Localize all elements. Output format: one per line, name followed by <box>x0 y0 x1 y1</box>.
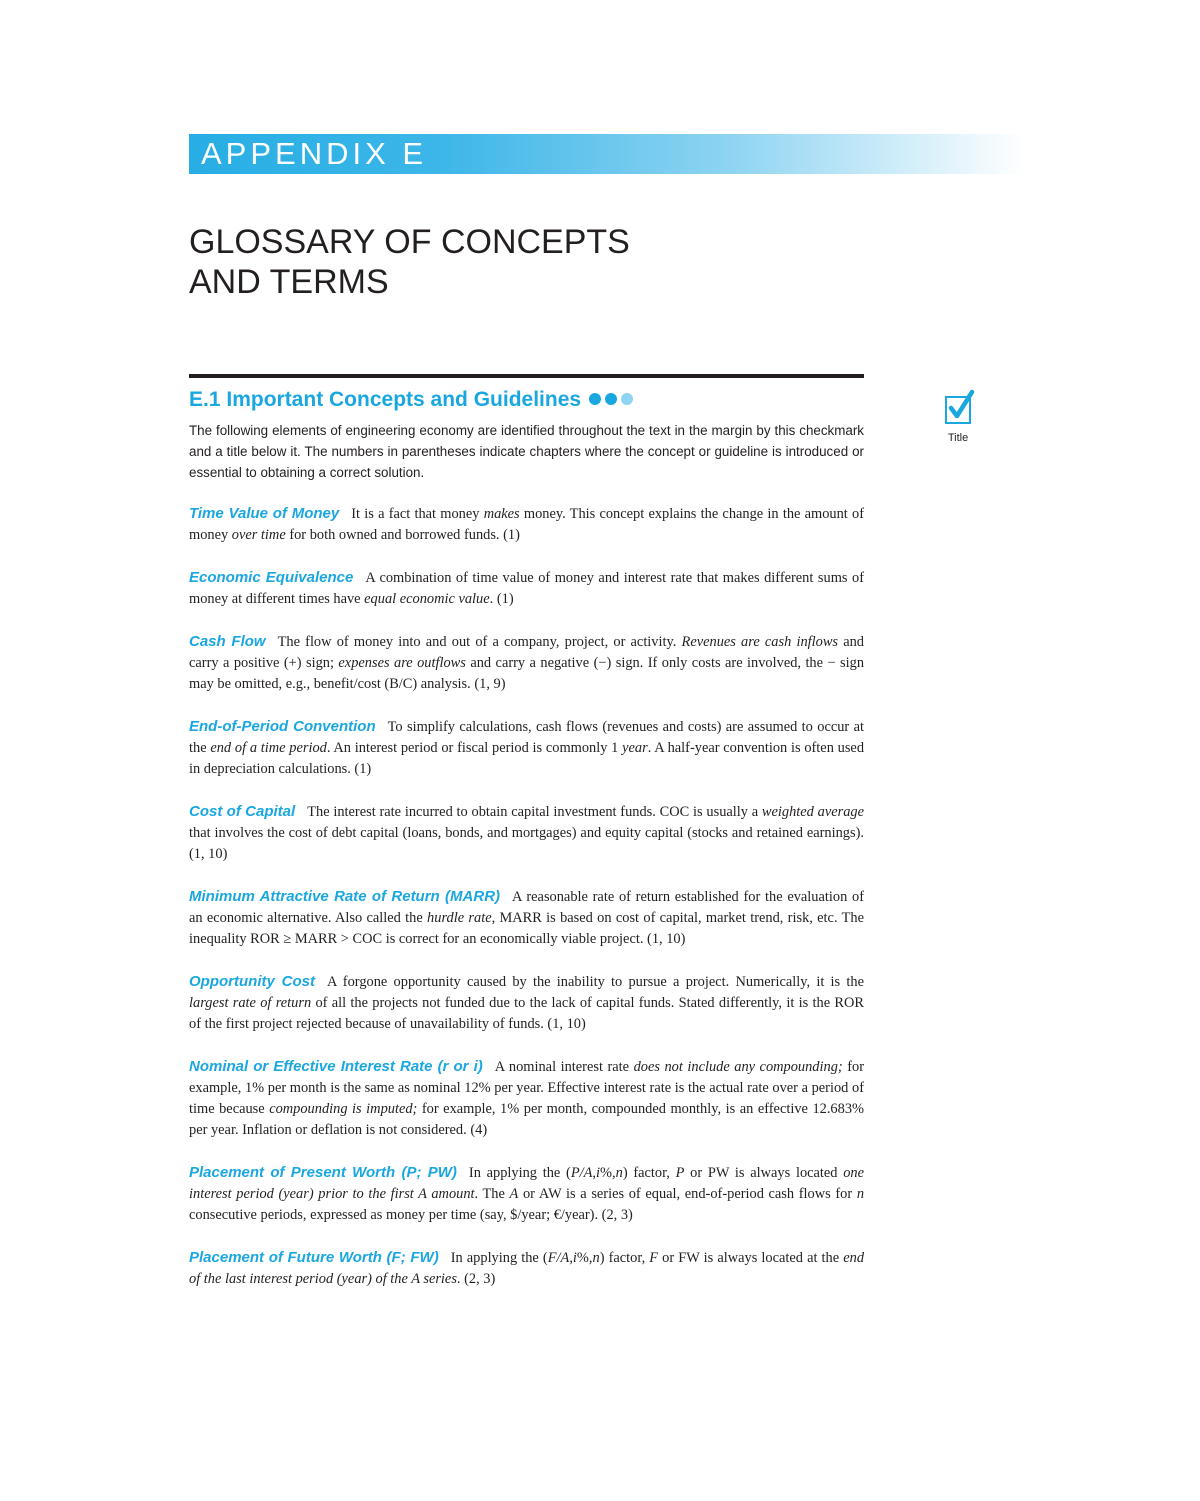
glossary-entry <box>189 886 864 950</box>
glossary-term: Minimum Attractive Rate of Return (MARR) <box>189 888 501 905</box>
glossary-term: Placement of Future Worth (F; FW) <box>189 1249 439 1266</box>
definition-text: and carry a negative (−) sign. If only costs are involved, the − sign may be omitted, e.g., benefit/cost (B/C) analysis. (1, 9) <box>189 655 865 692</box>
definition-emphasis: over time <box>231 527 286 543</box>
definition-text: consecutive periods, expressed as money per time (say, $/year; €/year). (2, 3) <box>189 1207 633 1223</box>
definition-text: for example, 1% per month, compounded monthly, is an effective 12.683% per year. Inflation or deflation is not considered. (4) <box>189 1101 865 1138</box>
glossary-entry <box>189 716 864 780</box>
definition-text: A reasonable rate of return established for the evaluation of an economic alternative. Also called the <box>189 889 864 926</box>
glossary-term: Cash Flow <box>189 633 266 650</box>
section-intro: The following elements of engineering economy are identified throughout the text in the margin by this checkmark and a title below it. The numbers in parentheses indicate chapters where the concept or guideline is introduced or essential to obtaining a correct solution. <box>189 423 864 480</box>
section-divider <box>189 374 864 378</box>
definition-emphasis: largest rate of return <box>189 995 312 1011</box>
definition-emphasis: hurdle rate <box>427 910 492 926</box>
definition-emphasis: n <box>615 1165 623 1181</box>
glossary-term: Cost of Capital <box>189 803 296 820</box>
definition-text: A combination of time value of money and interest rate that makes different sums of money at different times have <box>189 570 865 607</box>
glossary-term: Economic Equivalence <box>189 569 354 586</box>
definition-emphasis: Revenues are cash inflows <box>681 634 839 650</box>
section-heading-text: E.1 Important Concepts and Guidelines <box>189 388 582 411</box>
glossary-content <box>189 420 864 1311</box>
definition-emphasis: i <box>572 1250 577 1266</box>
glossary-term: Nominal or Effective Interest Rate (r or i) <box>189 1058 483 1075</box>
page-title <box>189 222 630 302</box>
definition-text: . A half-year convention is often used in depreciation calculations. (1) <box>189 740 865 777</box>
definition-text: . The <box>474 1186 510 1202</box>
heading-dot-icon <box>589 393 601 405</box>
definition-text: and carry a positive (+) sign; <box>189 634 864 671</box>
definition-text: . (2, 3) <box>456 1271 496 1287</box>
definition-text: money. This concept explains the change in the amount of money <box>189 506 864 543</box>
definition-emphasis: does not include any compounding; <box>633 1059 843 1075</box>
glossary-term: End-of-Period Convention <box>189 718 376 735</box>
glossary-entry <box>189 503 864 546</box>
definition-text: ) factor, <box>599 1250 650 1266</box>
definition-text: that involves the cost of debt capital (loans, bonds, and mortgages) and equity capital (stocks and retained earnings). (1, 10) <box>189 825 864 862</box>
margin-label: Title <box>947 432 969 444</box>
definition-emphasis: F/A <box>547 1250 570 1266</box>
definition-emphasis: n <box>856 1186 865 1202</box>
glossary-entry <box>189 1056 864 1141</box>
glossary-entry <box>189 801 864 865</box>
definition-text: A forgone opportunity caused by the inability to pursue a project. Numerically, it is the <box>326 974 864 990</box>
definition-text: It is a fact that money <box>351 506 484 522</box>
margin-note <box>940 396 976 444</box>
glossary-entry <box>189 1162 864 1226</box>
definition-text: . An interest period or fiscal period is commonly 1 <box>326 740 623 756</box>
glossary-entry <box>189 1247 864 1290</box>
glossary-term: Opportunity Cost <box>189 973 315 990</box>
definition-text: , <box>592 1165 597 1181</box>
definition-emphasis: P/A <box>570 1165 593 1181</box>
section-heading <box>189 385 633 415</box>
definition-emphasis: A <box>509 1186 519 1202</box>
definition-text: or FW is always located at the <box>658 1250 844 1266</box>
appendix-label: APPENDIX E <box>201 136 428 171</box>
definition-emphasis: end of a time period <box>210 740 327 756</box>
glossary-term: Placement of Present Worth (P; PW) <box>189 1164 457 1181</box>
heading-dot-icon <box>605 393 617 405</box>
definition-emphasis: expenses are outflows <box>338 655 466 671</box>
heading-dot-icon <box>621 393 633 405</box>
definition-text: or PW is always located <box>684 1165 844 1181</box>
glossary-entry <box>189 971 864 1035</box>
definition-emphasis: compounding is imputed; <box>269 1101 418 1117</box>
definition-text: %, <box>600 1165 616 1181</box>
glossary-entries <box>189 503 864 1290</box>
definition-emphasis: makes <box>483 506 520 522</box>
definition-text: ) factor, <box>622 1165 676 1181</box>
definition-emphasis: F <box>649 1250 659 1266</box>
appendix-banner <box>189 134 1025 174</box>
title-line-1: GLOSSARY OF CONCEPTS <box>189 223 630 261</box>
glossary-entry <box>189 631 864 695</box>
glossary-term: Time Value of Money <box>189 505 340 522</box>
checkbox-check-icon <box>945 396 971 424</box>
definition-text: The interest rate incurred to obtain capital investment funds. COC is usually a <box>307 804 762 820</box>
glossary-entry <box>189 567 864 610</box>
definition-emphasis: P <box>675 1165 685 1181</box>
definition-emphasis: end of the last interest period (year) of the A series <box>189 1250 865 1287</box>
definition-text: for both owned and borrowed funds. (1) <box>285 527 520 543</box>
title-line-2: AND TERMS <box>189 263 389 301</box>
definition-text: for example, 1% per month is the same as nominal 12% per year. Effective interest rate is the actual rate over a period of time because <box>189 1059 864 1117</box>
definition-text: The flow of money into and out of a company, project, or activity. <box>277 634 682 650</box>
definition-text: A nominal interest rate <box>494 1059 634 1075</box>
definition-text: . (1) <box>489 591 514 607</box>
definition-emphasis: n <box>592 1250 600 1266</box>
definition-emphasis: year <box>622 740 648 756</box>
definition-text: , <box>569 1250 573 1266</box>
definition-emphasis: weighted average <box>761 804 864 820</box>
definition-text: , MARR is based on cost of capital, market trend, risk, etc. The inequality ROR ≥ MARR > COC is correct for an economically viable project. (1, 10) <box>189 910 864 947</box>
definition-text: In applying the ( <box>450 1250 548 1266</box>
definition-text: In applying the ( <box>468 1165 571 1181</box>
definition-text: To simplify calculations, cash flows (revenues and costs) are assumed to occur at the <box>189 719 864 756</box>
definition-emphasis: equal economic value <box>364 591 490 607</box>
definition-text: of all the projects not funded due to the lack of capital funds. Stated differently, it is the ROR of the first project rejected because of unavailability of funds. (1, 10) <box>189 995 864 1032</box>
definition-text: %, <box>576 1250 593 1266</box>
definition-text: or AW is a series of equal, end-of-period cash flows for <box>518 1186 857 1202</box>
definition-emphasis: one interest period (year) prior to the first A amount <box>189 1165 864 1202</box>
definition-emphasis: i <box>596 1165 601 1181</box>
